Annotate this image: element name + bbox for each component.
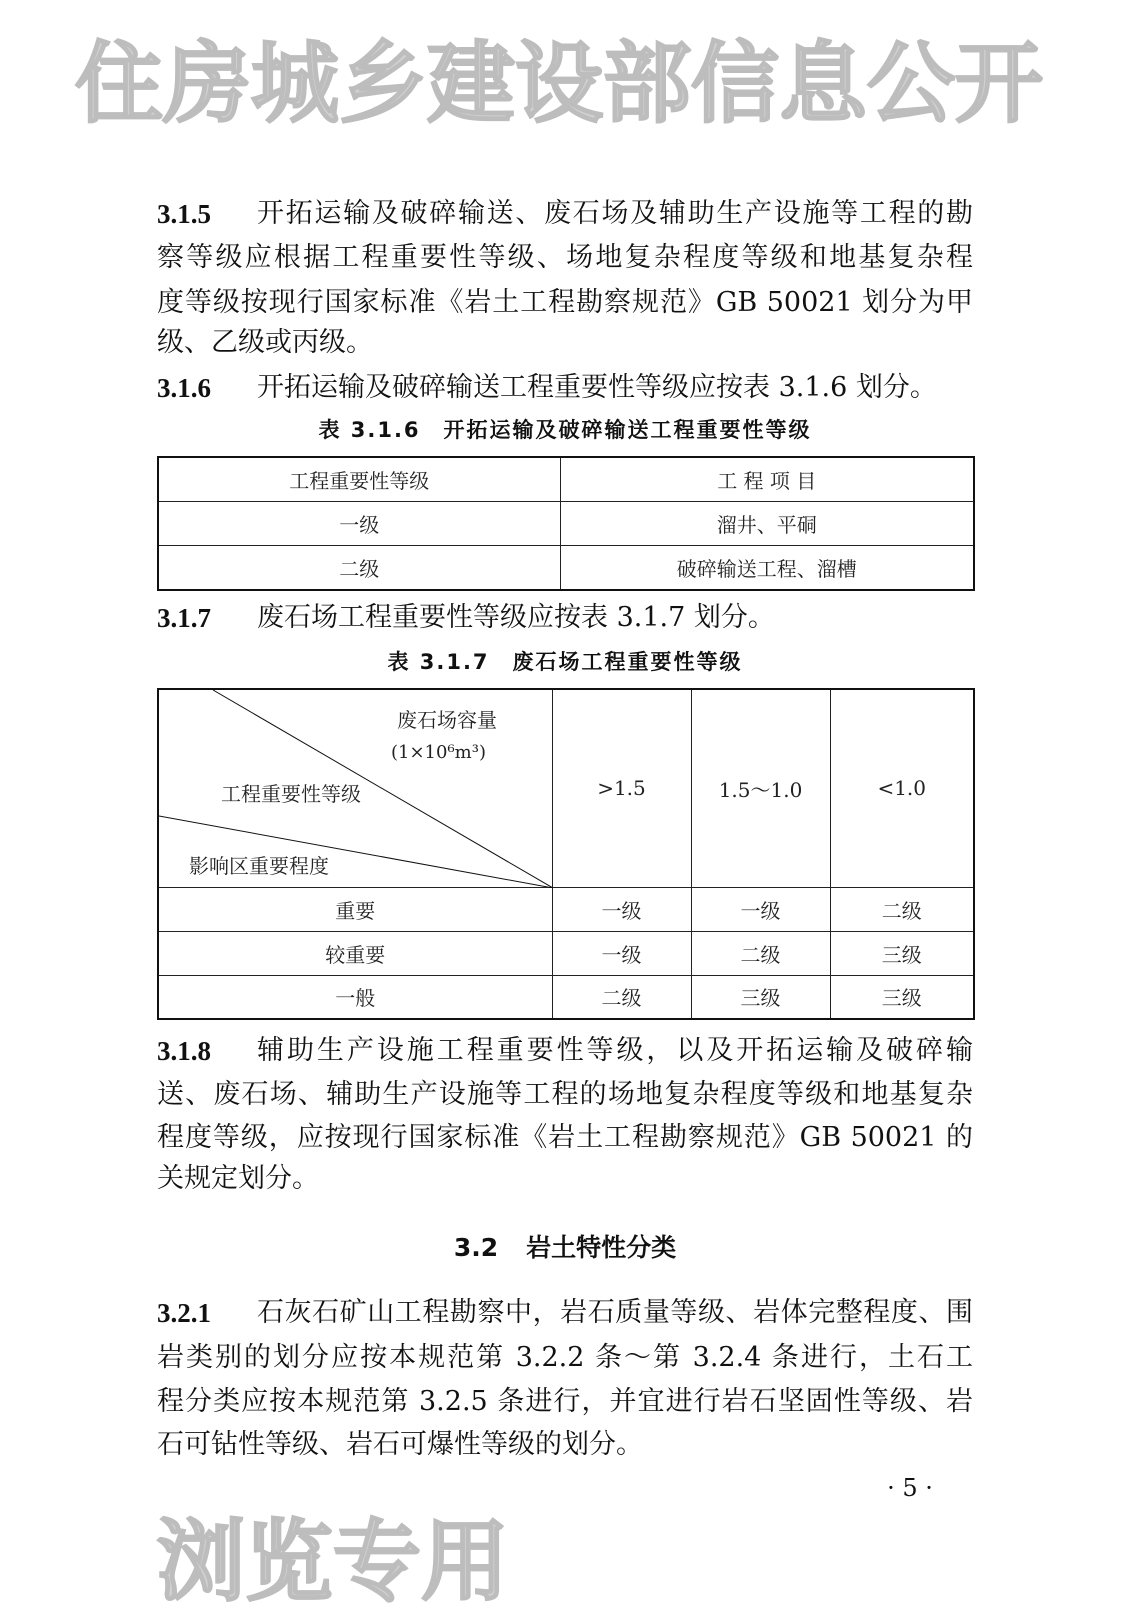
table-316-cell: 二级 (158, 545, 560, 590)
corner-capacity-label: 废石场容量 (397, 708, 497, 732)
clause-3-1-8-line (157, 1075, 973, 1115)
clause-text: 石可钻性等级、岩石可爆性等级的划分。 (157, 1429, 643, 1460)
column-header: <1.0 (830, 689, 974, 887)
clause-text: 废石场工程重要性等级应按表 3.1.7 划分。 (257, 602, 775, 633)
clause-number: 3.1.6 (157, 373, 211, 403)
clause-3-1-8-line (157, 1031, 973, 1071)
clause-3-1-8-line (157, 1118, 973, 1158)
clause-3-1-5-line (157, 323, 973, 363)
clause-text: 程分类应按本规范第 3.2.5 条进行，并宜进行岩石坚固性等级、岩 (157, 1386, 973, 1417)
row-label: 较重要 (158, 931, 552, 975)
clause-3-2-1-line (157, 1293, 973, 1333)
clause-text: 石灰石矿山工程勘察中，岩石质量等级、岩体完整程度、围 (257, 1297, 973, 1328)
page-number: · 5 · (887, 1474, 933, 1502)
clause-text: 辅助生产设施工程重要性等级，以及开拓运输及破碎输 (257, 1035, 973, 1066)
clause-3-2-1-line (157, 1338, 973, 1378)
corner-zone-label: 影响区重要程度 (189, 854, 329, 878)
clause-text: 关规定划分。 (157, 1163, 319, 1194)
table-317-cell: 一级 (552, 931, 691, 975)
clause-3-1-5-line (157, 283, 973, 323)
table-317-cell: 二级 (830, 887, 974, 931)
corner-unit-label: (1×10⁶m³) (391, 742, 486, 763)
table-317-cell: 三级 (691, 975, 830, 1019)
clause-text: 送、废石场、辅助生产设施等工程的场地复杂程度等级和地基复杂 (157, 1079, 973, 1110)
table-316-header-grade: 工程重要性等级 (158, 457, 560, 501)
clause-3-1-7-line (157, 598, 973, 638)
table-316 (157, 456, 975, 591)
clause-text: 岩类别的划分应按本规范第 3.2.2 条～第 3.2.4 条进行，土石工 (157, 1342, 973, 1373)
section-number: 3.2 (453, 1233, 499, 1262)
section-title: 岩土特性分类 (526, 1233, 677, 1262)
clause-number: 3.1.8 (157, 1036, 211, 1066)
table-317-cell: 三级 (830, 975, 974, 1019)
table-317-cell: 二级 (691, 931, 830, 975)
clause-text: 程度等级，应按现行国家标准《岩土工程勘察规范》GB 50021 的 (157, 1122, 973, 1153)
diagonal-header-cell (158, 689, 552, 887)
column-header: >1.5 (552, 689, 691, 887)
clause-3-1-5-line (157, 238, 973, 278)
clause-text: 级、乙级或丙级。 (157, 327, 373, 358)
table-317-cell: 一级 (552, 887, 691, 931)
table-316-cell: 一级 (158, 501, 560, 545)
table-317 (157, 688, 975, 1020)
clause-text: 开拓运输及破碎输送工程重要性等级应按表 3.1.6 划分。 (257, 372, 937, 403)
clause-3-1-8-line (157, 1159, 973, 1199)
clause-3-1-6-line (157, 368, 973, 408)
table-317-caption: 表 3.1.7 废石场工程重要性等级 (387, 650, 743, 674)
column-header: 1.5～1.0 (691, 689, 830, 887)
corner-grade-label: 工程重要性等级 (221, 782, 361, 806)
clause-3-2-1-line (157, 1425, 973, 1465)
watermark-line-1: 住房城乡建设部信息公开 (75, 32, 1044, 135)
clause-number: 3.1.7 (157, 603, 211, 633)
watermark-line-2: 浏览专用 (157, 1510, 510, 1613)
table-316-cell: 破碎输送工程、溜槽 (560, 545, 974, 590)
clause-text: 察等级应根据工程重要性等级、场地复杂程度等级和地基复杂程 (157, 242, 973, 273)
table-317-cell: 二级 (552, 975, 691, 1019)
clause-text: 度等级按现行国家标准《岩土工程勘察规范》GB 50021 划分为甲 (157, 287, 973, 318)
clause-3-1-5-line (157, 194, 973, 234)
clause-number: 3.1.5 (157, 199, 211, 229)
table-316-header-project: 工 程 项 目 (560, 457, 974, 501)
clause-3-2-1-line (157, 1382, 973, 1422)
table-317-cell: 一级 (691, 887, 830, 931)
clause-number: 3.2.1 (157, 1298, 211, 1328)
table-316-caption: 表 3.1.6 开拓运输及破碎输送工程重要性等级 (318, 418, 812, 442)
section-heading (157, 1228, 973, 1264)
table-316-cell: 溜井、平硐 (560, 501, 974, 545)
clause-text: 开拓运输及破碎输送、废石场及辅助生产设施等工程的勘 (257, 198, 973, 229)
row-label: 重要 (158, 887, 552, 931)
row-label: 一般 (158, 975, 552, 1019)
table-317-cell: 三级 (830, 931, 974, 975)
